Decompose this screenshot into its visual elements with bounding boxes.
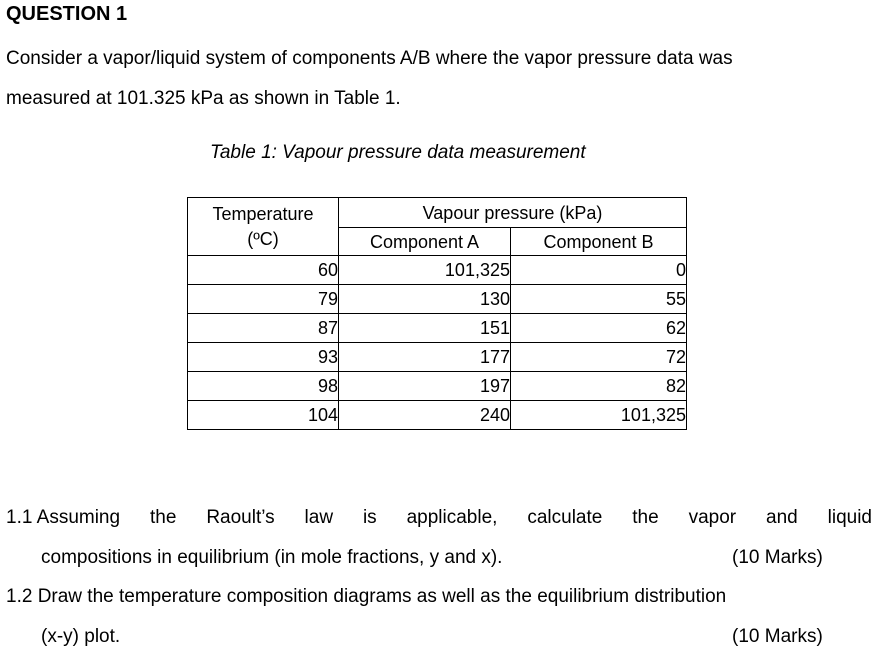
cell-component-a: 240 [339, 401, 511, 430]
header-vapour-pressure: Vapour pressure (kPa) [339, 198, 687, 228]
question-1-2-line-2: (x-y) plot. [41, 626, 121, 647]
cell-component-b: 55 [511, 285, 687, 314]
header-temperature-label: Temperature [212, 203, 314, 224]
cell-temperature: 60 [188, 256, 339, 285]
table-caption: Table 1: Vapour pressure data measurement [210, 142, 586, 163]
cell-component-a: 151 [339, 314, 511, 343]
cell-component-a: 130 [339, 285, 511, 314]
question-1-1-marks: (10 Marks) [732, 547, 823, 568]
cell-component-b: 62 [511, 314, 687, 343]
header-temperature [188, 198, 339, 256]
table-row [188, 285, 687, 314]
q1-word: law [304, 507, 334, 528]
question-1-2-line-1: 1.2 Draw the temperature composition diagrams as well as the equilibrium distribution [6, 586, 727, 607]
intro-line-2: measured at 101.325 kPa as shown in Table 1. [6, 88, 401, 109]
cell-temperature: 79 [188, 285, 339, 314]
q1-word: Raoult’s [206, 507, 275, 528]
cell-component-a: 101,325 [339, 256, 511, 285]
q1-word: 1.1 Assuming [6, 507, 121, 528]
cell-temperature: 87 [188, 314, 339, 343]
q1-word: and [766, 507, 798, 528]
question-1-1-line-1 [6, 507, 872, 529]
q1-word: calculate [527, 507, 603, 528]
question-heading: QUESTION 1 [6, 3, 128, 25]
cell-temperature: 98 [188, 372, 339, 401]
q1-word: the [632, 507, 659, 528]
question-1-1-line-2: compositions in equilibrium (in mole fractions, y and x). [41, 547, 503, 568]
cell-temperature: 93 [188, 343, 339, 372]
q1-word: the [149, 507, 177, 528]
q1-word: liquid [827, 507, 872, 528]
table-row [188, 256, 687, 285]
header-temperature-unit: (ºC) [247, 228, 279, 249]
q1-word: applicable, [406, 507, 498, 528]
cell-component-b: 82 [511, 372, 687, 401]
question-1-2-marks: (10 Marks) [732, 626, 823, 647]
header-component-a: Component A [339, 228, 511, 256]
cell-temperature: 104 [188, 401, 339, 430]
table-row [188, 372, 687, 401]
cell-component-b: 72 [511, 343, 687, 372]
table-row [188, 343, 687, 372]
cell-component-b: 0 [511, 256, 687, 285]
table-row [188, 314, 687, 343]
table-row [188, 401, 687, 430]
cell-component-b: 101,325 [511, 401, 687, 430]
header-component-b: Component B [511, 228, 687, 256]
q1-word: vapor [688, 507, 737, 528]
intro-line-1: Consider a vapor/liquid system of components A/B where the vapor pressure data was [6, 48, 733, 69]
cell-component-a: 177 [339, 343, 511, 372]
cell-component-a: 197 [339, 372, 511, 401]
vapour-pressure-table [187, 197, 687, 430]
q1-word: is [362, 507, 377, 528]
